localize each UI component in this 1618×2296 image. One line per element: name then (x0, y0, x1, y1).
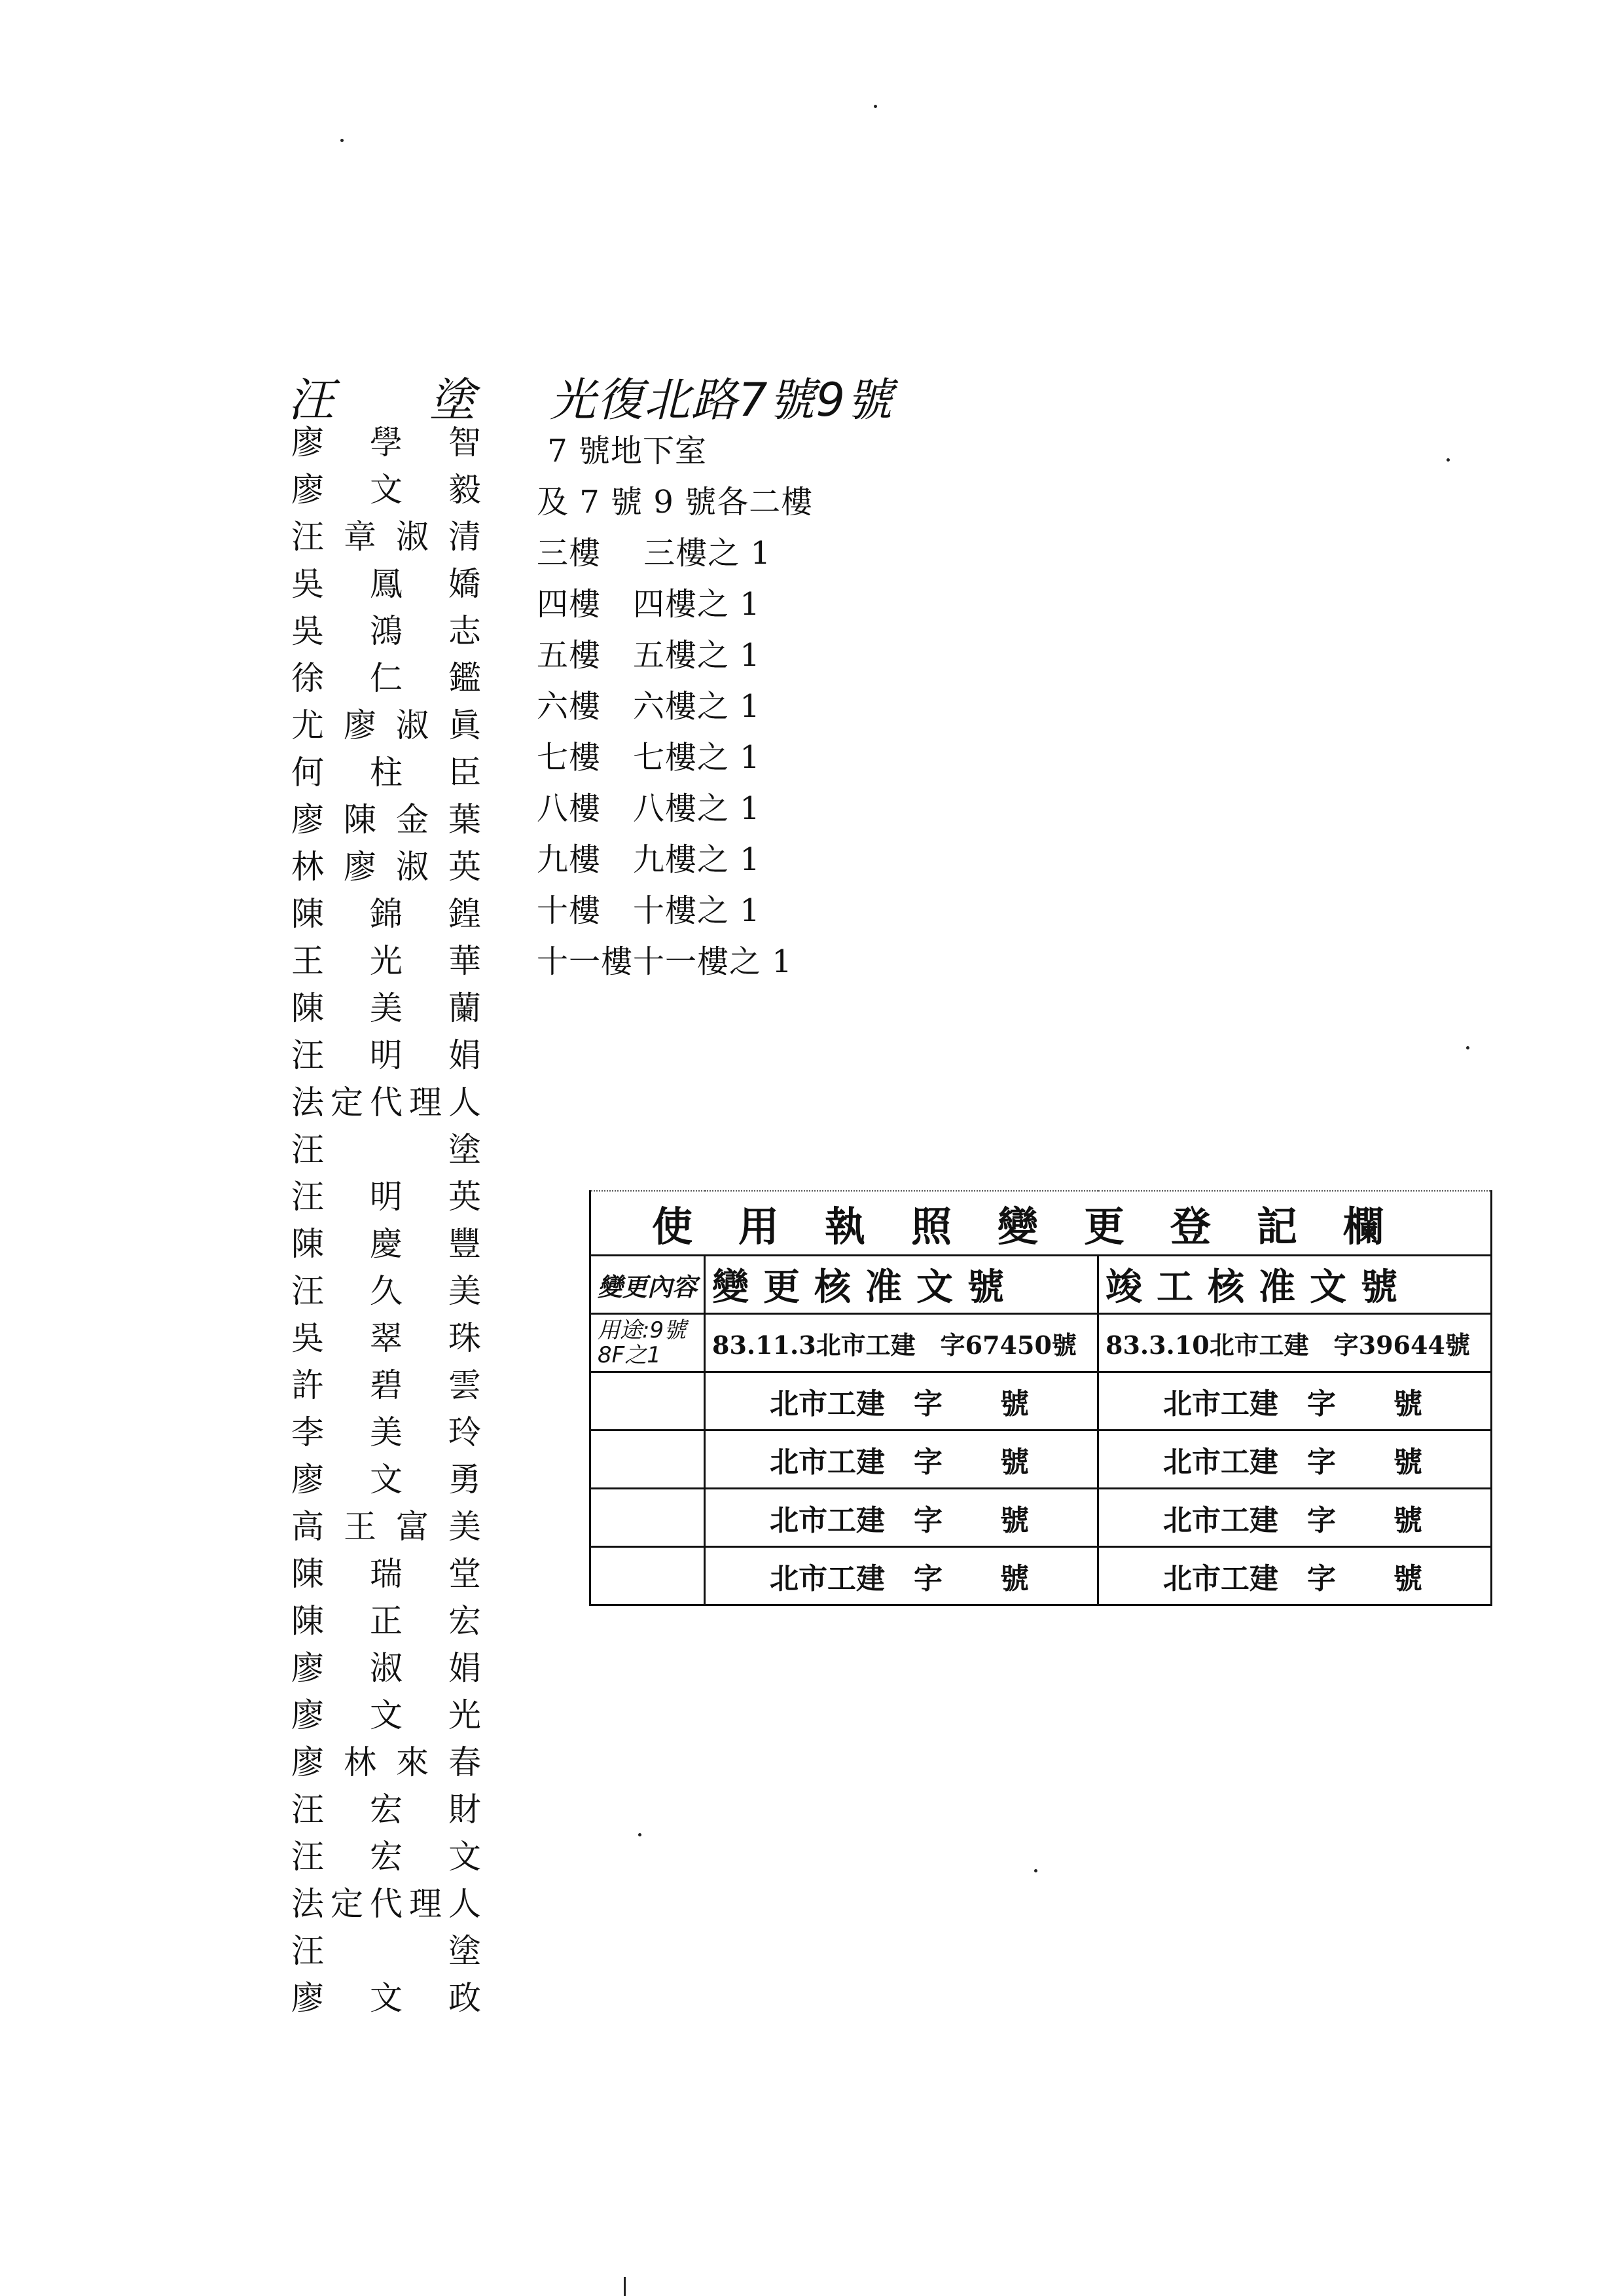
address-handwritten: 光復北路7號9號 (550, 373, 894, 427)
row-change (590, 1372, 705, 1430)
name-char: 代 (370, 1084, 403, 1121)
name-char: 陳 (344, 801, 376, 839)
floor-entry: 六樓 六樓之 1 (537, 688, 761, 725)
floor-entry: 三樓 三樓之 1 (537, 535, 772, 572)
row-complete: 北市工建 字 號 (1098, 1372, 1492, 1430)
name-char: 碧 (370, 1366, 403, 1404)
name-char: 陳 (291, 895, 324, 933)
name-char: 理 (409, 1084, 442, 1121)
owner-name (291, 890, 481, 938)
owner-name (291, 513, 481, 560)
name-char: 志 (448, 612, 481, 650)
row-complete: 北市工建 字 號 (1098, 1547, 1492, 1605)
owner-name (291, 1456, 481, 1503)
name-char: 代 (370, 1885, 403, 1923)
row-change: 用途:9號 8F之1 (590, 1314, 705, 1372)
owner-name (291, 796, 481, 843)
name-char: 廖 (291, 1461, 324, 1499)
floor-entry: 十一樓十一樓之 1 (537, 943, 793, 980)
owner-name (291, 985, 481, 1032)
name-char: 鳳 (370, 565, 403, 603)
name-char: 久 (370, 1272, 403, 1310)
name-char: 人 (448, 1084, 481, 1121)
name-char: 葉 (448, 801, 481, 839)
name-char: 春 (448, 1743, 481, 1781)
owner-name (291, 1126, 481, 1173)
name-char: 美 (370, 1413, 403, 1451)
owner-name (291, 608, 481, 655)
name-char: 陳 (291, 1225, 324, 1263)
name-char: 慶 (370, 1225, 403, 1263)
name-char: 汪 (291, 518, 324, 556)
name-char: 何 (291, 754, 324, 792)
name-char: 廖 (291, 1743, 324, 1781)
register-row (590, 1547, 1492, 1605)
name-char: 金 (396, 801, 429, 839)
name-char: 陳 (291, 1555, 324, 1593)
name-char: 淑 (396, 518, 429, 556)
name-char: 政 (448, 1979, 481, 2017)
floor-entry: 7 號地下室 (537, 433, 708, 469)
name-char: 文 (448, 1838, 481, 1876)
name-char: 汪 (291, 1178, 324, 1216)
name-char: 文 (370, 1979, 403, 2017)
owner-name (291, 1550, 481, 1597)
name-char: 文 (370, 1461, 403, 1499)
name-char: 塗 (448, 1131, 481, 1169)
name-char: 淑 (396, 848, 429, 886)
name-char: 明 (370, 1036, 403, 1074)
owner-name (291, 1692, 481, 1739)
name-char: 定 (331, 1885, 363, 1923)
owner-name (291, 1032, 481, 1079)
name-char: 徐 (291, 659, 324, 697)
row-approve: 北市工建 字 號 (705, 1430, 1098, 1489)
name-char: 章 (344, 518, 376, 556)
name-char: 廖 (291, 1696, 324, 1734)
name-char: 廖 (344, 706, 376, 744)
owner-name (291, 1786, 481, 1833)
name-char: 林 (344, 1743, 376, 1781)
register-row (590, 1489, 1492, 1547)
name-char: 汪 (291, 1036, 324, 1074)
name-char: 珠 (448, 1319, 481, 1357)
name-char: 富 (396, 1508, 429, 1546)
owner-name (291, 749, 481, 796)
name-char: 英 (448, 1178, 481, 1216)
name-char: 明 (370, 1178, 403, 1216)
scan-speck (874, 105, 877, 108)
name-char: 宏 (448, 1602, 481, 1640)
name-char: 玲 (448, 1413, 481, 1451)
name-char: 豐 (448, 1225, 481, 1263)
name-char: 娟 (448, 1036, 481, 1074)
col-complete-header: 竣工核准文號 (1098, 1256, 1492, 1314)
name-char: 瑞 (370, 1555, 403, 1593)
name-char: 法 (291, 1885, 324, 1923)
register-row (590, 1314, 1492, 1372)
row-change (590, 1547, 705, 1605)
name-char: 汪 (291, 1131, 324, 1169)
row-change (590, 1489, 705, 1547)
name-char: 文 (370, 471, 403, 509)
name-char: 高 (291, 1508, 324, 1546)
owner-name (291, 1880, 481, 1927)
floor-entry: 九樓 九樓之 1 (537, 841, 761, 878)
name-char: 王 (291, 942, 324, 980)
owner-name (291, 419, 481, 466)
name-char: 光 (370, 942, 403, 980)
owner-handwritten: 汪 塗 (288, 373, 476, 427)
owner-name (291, 1362, 481, 1409)
scan-speck (1466, 1046, 1469, 1049)
name-char: 正 (370, 1602, 403, 1640)
name-char: 文 (370, 1696, 403, 1734)
scan-mark (624, 2277, 626, 2296)
register-row (590, 1430, 1492, 1489)
name-char: 鑑 (448, 659, 481, 697)
owner-name (291, 1079, 481, 1126)
row-change (590, 1430, 705, 1489)
name-char: 仁 (370, 659, 403, 697)
register-row (590, 1372, 1492, 1430)
name-char: 尤 (291, 706, 324, 744)
floor-entry: 四樓 四樓之 1 (537, 586, 761, 623)
name-char: 汪 (291, 1791, 324, 1829)
owner-name (291, 1315, 481, 1362)
name-char: 宏 (370, 1791, 403, 1829)
row-complete: 北市工建 字 號 (1098, 1430, 1492, 1489)
name-char: 定 (331, 1084, 363, 1121)
name-char: 許 (291, 1366, 324, 1404)
name-char: 廖 (291, 1649, 324, 1687)
owner-name (291, 1927, 481, 1975)
owner-name (291, 1597, 481, 1645)
owner-name (291, 1409, 481, 1456)
name-char: 翠 (370, 1319, 403, 1357)
row-approve: 北市工建 字 號 (705, 1489, 1098, 1547)
name-char: 汪 (291, 1932, 324, 1970)
name-char: 眞 (448, 706, 481, 744)
name-char: 汪 (291, 1272, 324, 1310)
name-char: 吳 (291, 612, 324, 650)
name-char: 美 (448, 1508, 481, 1546)
name-char: 吳 (291, 1319, 324, 1357)
owner-name (291, 655, 481, 702)
name-char: 李 (291, 1413, 324, 1451)
col-change-header: 變更內容 (590, 1256, 705, 1314)
name-char: 美 (370, 989, 403, 1027)
owner-name (291, 1173, 481, 1220)
col-approve-header: 變更核准文號 (705, 1256, 1098, 1314)
name-char: 堂 (448, 1555, 481, 1593)
name-char: 廖 (291, 801, 324, 839)
name-char: 法 (291, 1084, 324, 1121)
name-char: 娟 (448, 1649, 481, 1687)
name-char: 人 (448, 1885, 481, 1923)
owner-name (291, 466, 481, 513)
floor-entry: 五樓 五樓之 1 (537, 637, 761, 674)
owner-name (291, 1503, 481, 1550)
name-char: 吳 (291, 565, 324, 603)
name-char: 清 (448, 518, 481, 556)
name-char: 理 (409, 1885, 442, 1923)
name-char: 廖 (291, 471, 324, 509)
row-approve: 83.11.3北市工建 字67450號 (705, 1314, 1098, 1372)
name-char: 林 (291, 848, 324, 886)
scan-speck (1447, 458, 1450, 462)
name-char: 學 (370, 424, 403, 462)
register-title: 使用執照變更登記欄 (590, 1191, 1492, 1256)
name-char: 王 (344, 1508, 376, 1546)
name-char: 來 (396, 1743, 429, 1781)
name-char: 陳 (291, 989, 324, 1027)
name-char: 柱 (370, 754, 403, 792)
name-char: 陳 (291, 1602, 324, 1640)
floor-list (537, 426, 813, 987)
owner-name (291, 1645, 481, 1692)
name-char: 汪 (291, 1838, 324, 1876)
name-char: 美 (448, 1272, 481, 1310)
name-char: 廖 (291, 424, 324, 462)
name-char: 淑 (396, 706, 429, 744)
name-char: 宏 (370, 1838, 403, 1876)
owner-name (291, 1975, 481, 2022)
name-char: 勇 (448, 1461, 481, 1499)
owner-name (291, 1739, 481, 1786)
owner-name (291, 1833, 481, 1880)
owner-name (291, 843, 481, 890)
floor-entry: 及 7 號 9 號各二樓 (537, 484, 814, 520)
name-char: 廖 (344, 848, 376, 886)
name-char: 塗 (448, 1932, 481, 1970)
owner-name-list (291, 419, 481, 2022)
owner-name (291, 560, 481, 608)
name-char: 鴻 (370, 612, 403, 650)
license-change-register-table (589, 1190, 1492, 1606)
row-approve: 北市工建 字 號 (705, 1372, 1098, 1430)
scan-speck (340, 139, 344, 142)
owner-name (291, 702, 481, 749)
row-approve: 北市工建 字 號 (705, 1547, 1098, 1605)
name-char: 錦 (370, 895, 403, 933)
scan-speck (638, 1833, 641, 1836)
name-char: 華 (448, 942, 481, 980)
owner-name (291, 1220, 481, 1267)
row-complete: 北市工建 字 號 (1098, 1489, 1492, 1547)
name-char: 英 (448, 848, 481, 886)
owner-name (291, 938, 481, 985)
name-char: 光 (448, 1696, 481, 1734)
name-char: 嬌 (448, 565, 481, 603)
name-char: 財 (448, 1791, 481, 1829)
row-complete: 83.3.10北市工建 字39644號 (1098, 1314, 1492, 1372)
name-char: 臣 (448, 754, 481, 792)
name-char: 智 (448, 424, 481, 462)
name-char: 廖 (291, 1979, 324, 2017)
name-char: 毅 (448, 471, 481, 509)
scan-speck (1034, 1869, 1037, 1872)
floor-entry: 十樓 十樓之 1 (537, 892, 761, 929)
name-char: 蘭 (448, 989, 481, 1027)
name-char: 雲 (448, 1366, 481, 1404)
floor-entry: 七樓 七樓之 1 (537, 739, 761, 776)
name-char: 淑 (370, 1649, 403, 1687)
owner-name (291, 1267, 481, 1315)
floor-entry: 八樓 八樓之 1 (537, 790, 761, 827)
name-char: 鍠 (448, 895, 481, 933)
